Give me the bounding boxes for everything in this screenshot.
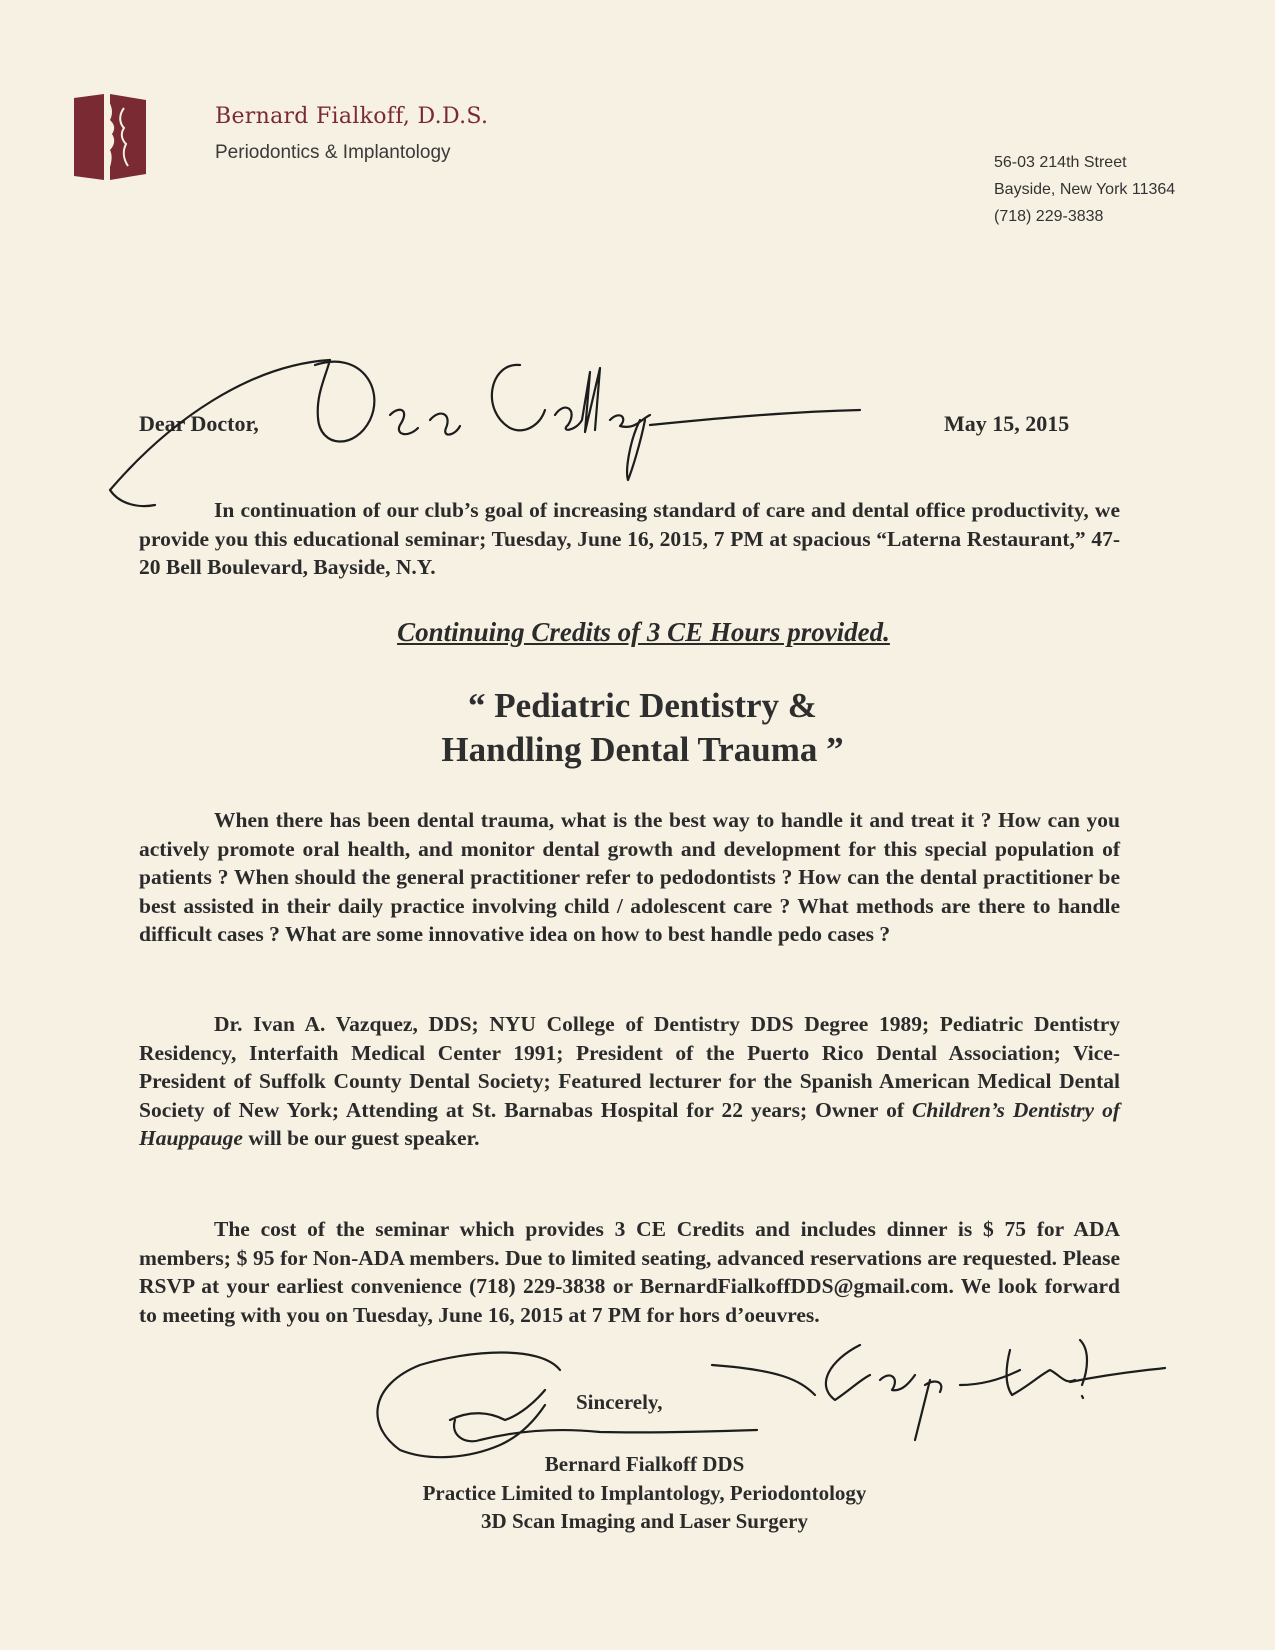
- letter-date: May 15, 2015: [944, 411, 1070, 436]
- address-phone: (718) 229-3838: [994, 208, 1104, 225]
- speaker-paragraph: [139, 1010, 1120, 1153]
- salutation: Dear Doctor,: [139, 411, 259, 436]
- intro-paragraph: In continuation of our club’s goal of increasing standard of care and dental office productivity, we provide you this educational seminar; Tuesday, June 16, 2015, 7 PM at spacious “Laterna Restaurant,” 47-20 Bell Boulevard, Bayside, N.Y.: [139, 498, 1120, 579]
- closing: Sincerely,: [576, 1390, 663, 1414]
- signer-name: Bernard Fialkoff DDS: [544, 1452, 745, 1476]
- ce-credits-heading: Continuing Credits of 3 CE Hours provided.: [397, 617, 890, 647]
- signer-title-2: 3D Scan Imaging and Laser Surgery: [481, 1509, 808, 1533]
- letterhead-logo: [74, 94, 146, 180]
- signature-block: [0, 1450, 1275, 1536]
- letterhead-specialty: Periodontics & Implantology: [215, 142, 451, 163]
- cost-paragraph: The cost of the seminar which provides 3 CE Credits and includes dinner is $ 75 for ADA members; $ 95 for Non-ADA members. Due to limited seating, advanced reservations are requested. Please RSVP at your earliest convenience (718) 229-3838 or BernardFialkoffDDS@gmail.com. We look forward to meeting with you on Tuesday, June 16, 2015 at 7 PM for hors d’oeuvres.: [139, 1217, 1120, 1327]
- speaker-bio-end: will be our guest speaker.: [242, 1126, 480, 1150]
- signature-ink: [377, 1353, 757, 1458]
- seminar-title: [0, 684, 1275, 772]
- speaker-bio: Dr. Ivan A. Vazquez, DDS; NYU College of Dentistry DDS Degree 1989; Pediatric Dentistry Residency, Interfaith Medical Center 1991; President of the Puerto Rico Dental Association; Vice-President of Suffolk County Dental Society; Featured lecturer for the Spanish American Medical Dental Society of New York; Attending at St. Barnabas Hospital for 22 years; Owner of: [139, 1012, 1120, 1122]
- letterhead-name: Bernard Fialkoff, D.D.S.: [215, 104, 489, 129]
- questions-paragraph: When there has been dental trauma, what is the best way to handle it and treat it ? How can you actively promote oral health, and monitor dental growth and development for this special population of patients ? When should the general practitioner refer to pedodontists ? How can the dental practitioner be best assisted in their daily practice involving child / adolescent care ? What methods are there to handle difficult cases ? What are some innovative idea on how to best handle pedo cases ?: [139, 808, 1120, 946]
- handwritten-note: [712, 1340, 1165, 1440]
- signer-title-1: Practice Limited to Implantology, Periodontology: [422, 1480, 867, 1505]
- seminar-title-line-1: “ Pediatric Dentistry &: [468, 686, 817, 725]
- seminar-title-line-2: Handling Dental Trauma ”: [441, 730, 844, 769]
- address-street: 56-03 214th Street: [994, 154, 1127, 171]
- address-city: Bayside, New York 11364: [994, 181, 1176, 198]
- letterhead-address: [994, 149, 1175, 230]
- speaker-practice-name: Children’s Dentistry of Hauppauge: [139, 1097, 1120, 1150]
